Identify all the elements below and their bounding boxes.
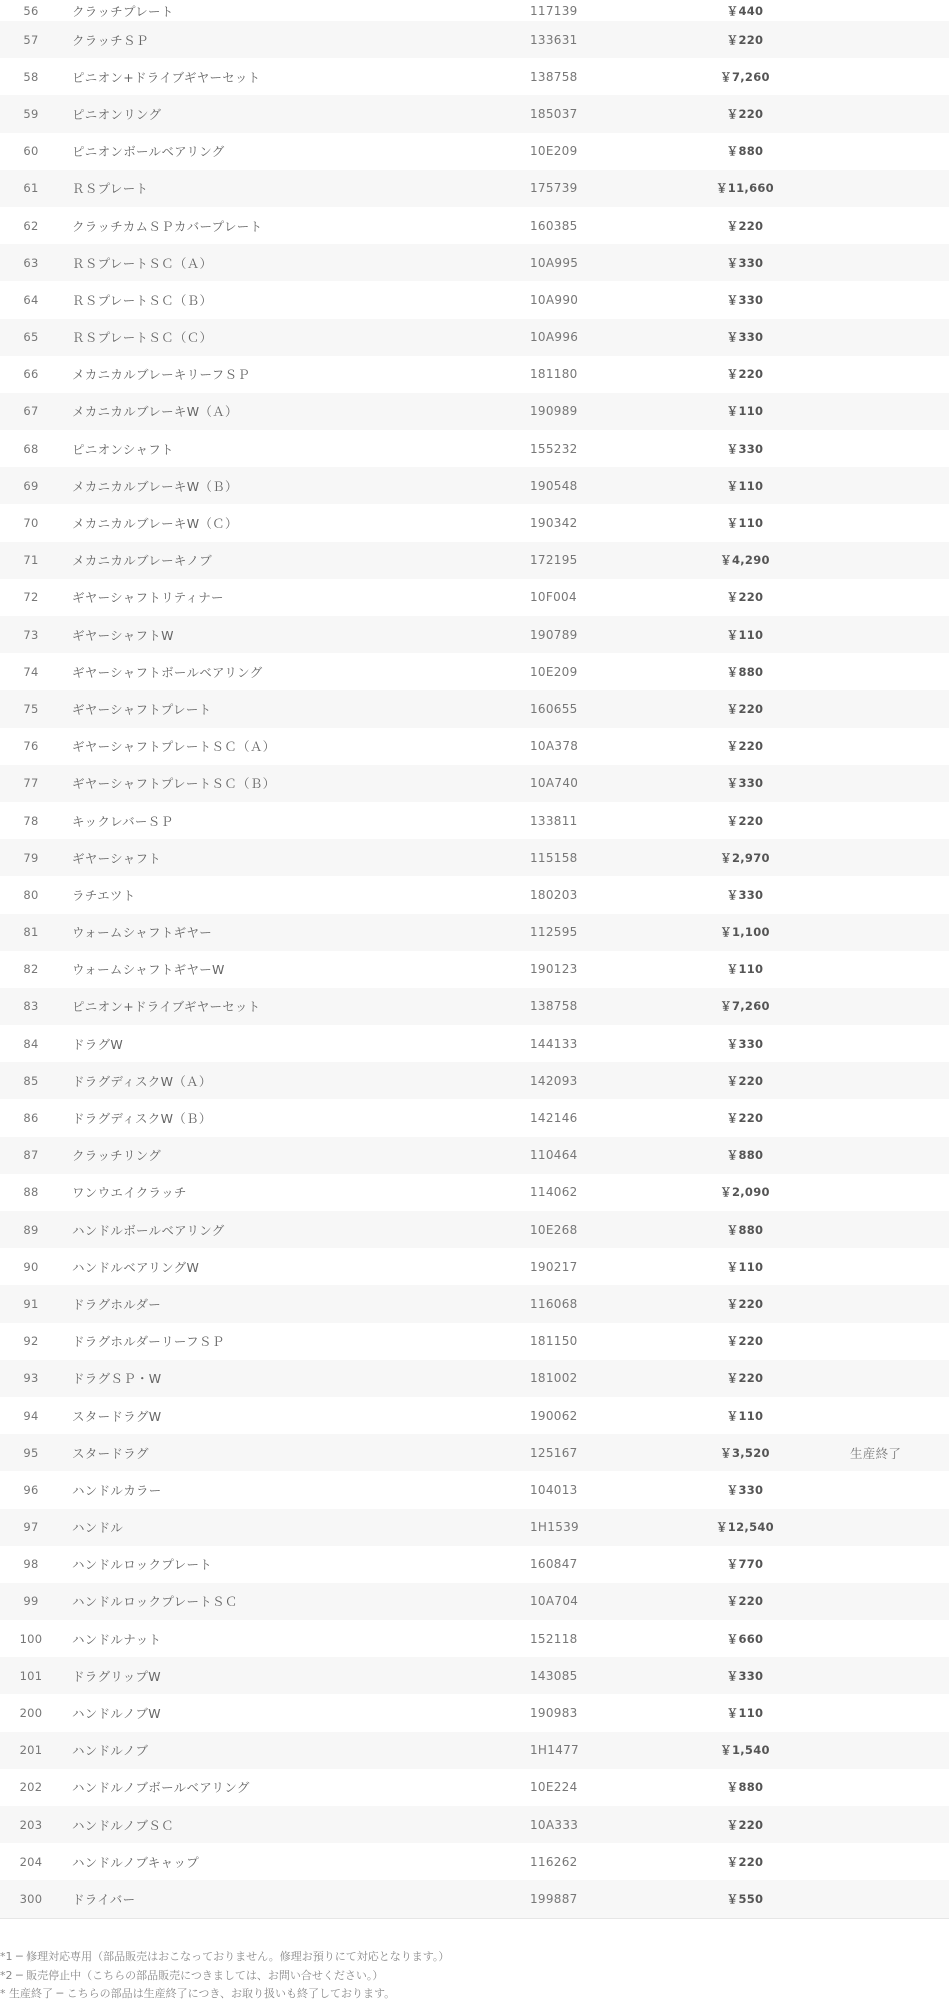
part-code: 138758 <box>530 69 578 84</box>
part-name: ハンドルベアリングW <box>72 1259 200 1275</box>
part-price: ￥220 <box>726 218 764 233</box>
part-number: 98 <box>23 1557 39 1572</box>
part-name: ギヤーシャフトプレート <box>72 701 212 717</box>
part-name: ピニオン+ドライブギヤーセット <box>72 69 261 85</box>
part-name: スタードラグ <box>72 1445 149 1461</box>
part-price: ￥220 <box>726 813 764 828</box>
part-price: ￥3,520 <box>720 1445 770 1460</box>
table-row <box>0 765 949 802</box>
part-code: 185037 <box>530 106 578 121</box>
part-name: ギヤーシャフト <box>72 850 162 866</box>
part-price: ￥330 <box>726 1668 764 1683</box>
part-number: 92 <box>23 1334 39 1349</box>
part-price: ￥110 <box>726 1259 764 1274</box>
table-row <box>0 170 949 207</box>
table-row <box>0 393 949 430</box>
part-number: 76 <box>23 739 39 754</box>
part-code: 117139 <box>530 3 578 18</box>
part-price: ￥220 <box>726 367 764 382</box>
part-number: 77 <box>23 776 39 791</box>
part-price: ￥660 <box>726 1631 764 1646</box>
part-code: 104013 <box>530 1482 578 1497</box>
part-code: 160847 <box>530 1557 578 1572</box>
part-name: ピニオンシャフト <box>72 441 174 457</box>
part-name: ドラグディスクW（Ａ） <box>72 1073 212 1089</box>
part-name: ドラグホルダー <box>72 1296 162 1312</box>
part-number: 203 <box>19 1817 43 1832</box>
part-price: ￥220 <box>726 32 764 47</box>
part-code: 138758 <box>530 999 578 1014</box>
table-row <box>0 1062 949 1099</box>
part-number: 72 <box>23 590 39 605</box>
part-code: 10A996 <box>530 330 579 345</box>
part-code: 143085 <box>530 1668 578 1683</box>
part-name: ギヤーシャフトリティナー <box>72 590 224 606</box>
part-code: 152118 <box>530 1631 578 1646</box>
part-code: 142093 <box>530 1073 578 1088</box>
table-row <box>0 1099 949 1136</box>
part-number: 79 <box>23 850 39 865</box>
part-number: 81 <box>23 925 39 940</box>
part-code: 190062 <box>530 1408 578 1423</box>
part-code: 133631 <box>530 32 578 47</box>
part-name: クラッチリング <box>72 1148 162 1164</box>
footnote-discontinued: * 生産終了 ─ こちらの部品は生産終了につき、お取り扱いも終了しております。 <box>0 1987 396 2000</box>
part-name: ドラグリップW <box>72 1668 161 1684</box>
part-name: クラッチプレート <box>72 3 174 19</box>
part-code: 190548 <box>530 478 578 493</box>
part-note: 生産終了 <box>850 1445 902 1461</box>
part-code: 1H1539 <box>530 1520 579 1535</box>
part-price: ￥880 <box>726 1148 764 1163</box>
part-code: 190789 <box>530 627 578 642</box>
part-price: ￥330 <box>726 330 764 345</box>
part-name: ギヤーシャフトプレートＳＣ（Ａ） <box>72 739 276 755</box>
part-name: ギヤーシャフトW <box>72 627 174 643</box>
table-row <box>0 356 949 393</box>
part-price: ￥11,660 <box>716 181 774 196</box>
part-number: 74 <box>23 664 39 679</box>
part-code: 10E209 <box>530 664 578 679</box>
part-code: 181002 <box>530 1371 578 1386</box>
table-row <box>0 1471 949 1508</box>
part-code: 10A990 <box>530 292 579 307</box>
part-code: 1H1477 <box>530 1743 579 1758</box>
table-row <box>0 0 949 21</box>
part-code: 10F004 <box>530 590 577 605</box>
part-code: 112595 <box>530 925 578 940</box>
part-name: メカニカルブレーキW（Ａ） <box>72 404 238 420</box>
part-price: ￥220 <box>726 590 764 605</box>
part-price: ￥330 <box>726 1036 764 1051</box>
part-code: 160385 <box>530 218 578 233</box>
part-code: 116262 <box>530 1854 578 1869</box>
table-row <box>0 1360 949 1397</box>
table-row <box>0 988 949 1025</box>
part-number: 91 <box>23 1296 39 1311</box>
part-price: ￥110 <box>726 962 764 977</box>
part-name: キックレバーＳＰ <box>72 813 174 829</box>
part-name: ドラグＳＰ・W <box>72 1371 162 1387</box>
part-price: ￥220 <box>726 1334 764 1349</box>
part-price: ￥220 <box>726 1111 764 1126</box>
table-row <box>0 281 949 318</box>
part-name: ウォームシャフトギヤーW <box>72 962 225 978</box>
part-name: ハンドルノブW <box>72 1706 161 1722</box>
part-name: ハンドルノブＳＣ <box>72 1817 174 1833</box>
table-row <box>0 1248 949 1285</box>
part-name: クラッチカムＳＰカバープレート <box>72 218 263 234</box>
table-row <box>0 1620 949 1657</box>
part-price: ￥220 <box>726 1073 764 1088</box>
table-row <box>0 1174 949 1211</box>
part-name: ハンドルロックプレート <box>72 1557 213 1573</box>
part-name: ハンドルノブボールベアリング <box>72 1780 250 1796</box>
part-price: ￥330 <box>726 255 764 270</box>
part-code: 10E224 <box>530 1780 578 1795</box>
part-code: 115158 <box>530 850 578 865</box>
part-price: ￥550 <box>726 1891 764 1906</box>
table-row <box>0 1434 949 1471</box>
part-number: 70 <box>23 516 39 531</box>
part-code: 10A378 <box>530 739 579 754</box>
part-price: ￥220 <box>726 106 764 121</box>
table-row <box>0 1397 949 1434</box>
table-row <box>0 616 949 653</box>
part-code: 10A995 <box>530 255 579 270</box>
part-price: ￥110 <box>726 1408 764 1423</box>
part-price: ￥1,100 <box>720 925 770 940</box>
part-price: ￥220 <box>726 701 764 716</box>
table-row <box>0 876 949 913</box>
part-number: 88 <box>23 1185 39 1200</box>
part-code: 190217 <box>530 1259 578 1274</box>
part-number: 94 <box>23 1408 39 1423</box>
table-row <box>0 1323 949 1360</box>
part-code: 10E268 <box>530 1222 578 1237</box>
part-price: ￥7,260 <box>720 69 770 84</box>
part-code: 181150 <box>530 1334 578 1349</box>
part-price: ￥880 <box>726 664 764 679</box>
part-number: 62 <box>23 218 39 233</box>
part-number: 83 <box>23 999 39 1014</box>
part-price: ￥110 <box>726 516 764 531</box>
part-number: 85 <box>23 1073 39 1088</box>
table-row <box>0 1657 949 1694</box>
part-number: 93 <box>23 1371 39 1386</box>
part-name: ハンドルロックプレートＳＣ <box>72 1594 238 1610</box>
part-code: 199887 <box>530 1891 578 1906</box>
part-price: ￥220 <box>726 1371 764 1386</box>
part-number: 56 <box>23 3 39 18</box>
part-code: 10E209 <box>530 144 578 159</box>
part-number: 99 <box>23 1594 39 1609</box>
table-row <box>0 58 949 95</box>
part-number: 80 <box>23 887 39 902</box>
part-code: 125167 <box>530 1445 578 1460</box>
part-name: ドラグホルダーリーフＳＰ <box>72 1334 225 1350</box>
table-row <box>0 579 949 616</box>
part-number: 204 <box>19 1854 43 1869</box>
part-name: ドラグW <box>72 1036 124 1052</box>
table-row <box>0 21 949 58</box>
table-row <box>0 1509 949 1546</box>
table-row <box>0 319 949 356</box>
part-code: 190983 <box>530 1706 578 1721</box>
table-row <box>0 1806 949 1843</box>
table-row <box>0 1583 949 1620</box>
table-row <box>0 914 949 951</box>
part-name: ハンドルカラー <box>72 1482 162 1498</box>
part-number: 71 <box>23 553 39 568</box>
table-row <box>0 1546 949 1583</box>
footnote-repair-only: *1 ─ 修理対応専用（部品販売はおこなっておりません。修理お預りにて対応となります。） <box>0 1950 450 1963</box>
part-name: ピニオン+ドライブギヤーセット <box>72 999 261 1015</box>
part-code: 190342 <box>530 516 578 531</box>
part-name: ハンドルナット <box>72 1631 162 1647</box>
table-row <box>0 430 949 467</box>
part-price: ￥440 <box>726 3 764 18</box>
part-code: 133811 <box>530 813 578 828</box>
part-price: ￥880 <box>726 1780 764 1795</box>
part-price: ￥220 <box>726 1594 764 1609</box>
part-name: ＲＳプレートＳＣ（Ｂ） <box>72 292 213 308</box>
part-number: 100 <box>19 1631 43 1646</box>
part-price: ￥2,970 <box>720 850 770 865</box>
part-number: 75 <box>23 701 39 716</box>
part-code: 175739 <box>530 181 578 196</box>
part-price: ￥330 <box>726 776 764 791</box>
part-number: 61 <box>23 181 39 196</box>
part-name: ハンドルボールベアリング <box>72 1222 225 1238</box>
part-number: 78 <box>23 813 39 828</box>
part-name: ギヤーシャフトプレートＳＣ（Ｂ） <box>72 776 276 792</box>
part-code: 155232 <box>530 441 578 456</box>
part-price: ￥110 <box>726 1706 764 1721</box>
table-row <box>0 1769 949 1806</box>
part-number: 60 <box>23 144 39 159</box>
part-price: ￥220 <box>726 1296 764 1311</box>
part-price: ￥330 <box>726 1482 764 1497</box>
part-price: ￥12,540 <box>716 1520 774 1535</box>
table-row <box>0 1880 949 1918</box>
table-row <box>0 504 949 541</box>
table-row <box>0 802 949 839</box>
table-row <box>0 951 949 988</box>
part-code: 181180 <box>530 367 578 382</box>
part-price: ￥110 <box>726 627 764 642</box>
part-name: ピニオンリング <box>72 106 162 122</box>
table-row <box>0 467 949 504</box>
part-price: ￥770 <box>726 1557 764 1572</box>
table-row <box>0 1285 949 1322</box>
table-row <box>0 690 949 727</box>
part-price: ￥110 <box>726 404 764 419</box>
part-number: 87 <box>23 1148 39 1163</box>
part-name: ワンウエイクラッチ <box>72 1185 187 1201</box>
part-price: ￥110 <box>726 478 764 493</box>
part-code: 116068 <box>530 1296 578 1311</box>
part-name: ドライバー <box>72 1891 136 1907</box>
part-name: メカニカルブレーキリーフＳＰ <box>72 367 251 383</box>
part-code: 190123 <box>530 962 578 977</box>
part-code: 10A704 <box>530 1594 579 1609</box>
part-number: 63 <box>23 255 39 270</box>
part-code: 172195 <box>530 553 578 568</box>
part-price: ￥4,290 <box>720 553 770 568</box>
part-code: 10A333 <box>530 1817 579 1832</box>
part-number: 86 <box>23 1111 39 1126</box>
part-number: 95 <box>23 1445 39 1460</box>
table-row <box>0 839 949 876</box>
part-price: ￥330 <box>726 887 764 902</box>
table-row <box>0 133 949 170</box>
part-price: ￥330 <box>726 292 764 307</box>
part-name: クラッチＳＰ <box>72 32 149 48</box>
part-price: ￥880 <box>726 144 764 159</box>
part-number: 97 <box>23 1520 39 1535</box>
table-row <box>0 728 949 765</box>
part-number: 59 <box>23 106 39 121</box>
part-number: 66 <box>23 367 39 382</box>
table-row <box>0 1843 949 1880</box>
part-price: ￥220 <box>726 1854 764 1869</box>
part-price: ￥1,540 <box>720 1743 770 1758</box>
part-number: 65 <box>23 330 39 345</box>
part-number: 58 <box>23 69 39 84</box>
part-code: 114062 <box>530 1185 578 1200</box>
part-number: 300 <box>19 1891 43 1906</box>
part-name: ギヤーシャフトボールベアリング <box>72 664 263 680</box>
part-code: 160655 <box>530 701 578 716</box>
part-code: 144133 <box>530 1036 578 1051</box>
table-row <box>0 1211 949 1248</box>
part-name: ハンドルノブキャップ <box>72 1854 200 1870</box>
part-code: 110464 <box>530 1148 578 1163</box>
table-row <box>0 207 949 244</box>
table-row <box>0 1694 949 1731</box>
part-price: ￥7,260 <box>720 999 770 1014</box>
part-code: 10A740 <box>530 776 579 791</box>
part-number: 201 <box>19 1743 43 1758</box>
part-number: 101 <box>19 1668 43 1683</box>
table-row <box>0 244 949 281</box>
part-name: ハンドル <box>72 1520 124 1536</box>
part-name: ピニオンボールベアリング <box>72 144 225 160</box>
part-name: メカニカルブレーキW（Ｂ） <box>72 478 238 494</box>
part-price: ￥2,090 <box>720 1185 770 1200</box>
part-number: 200 <box>19 1706 43 1721</box>
part-number: 68 <box>23 441 39 456</box>
table-row <box>0 1732 949 1769</box>
part-price: ￥880 <box>726 1222 764 1237</box>
table-row <box>0 542 949 579</box>
part-name: ウォームシャフトギヤー <box>72 925 213 941</box>
part-name: ＲＳプレートＳＣ（Ｃ） <box>72 330 213 346</box>
footnote-sales-suspended: *2 ─ 販売停止中（こちらの部品販売につきましては、お問い合せください。） <box>0 1968 384 1982</box>
part-number: 96 <box>23 1482 39 1497</box>
part-code: 190989 <box>530 404 578 419</box>
part-price: ￥330 <box>726 441 764 456</box>
table-row <box>0 1137 949 1174</box>
part-name: メカニカルブレーキW（Ｃ） <box>72 516 238 532</box>
part-name: ＲＳプレート <box>72 181 149 197</box>
part-name: ドラグディスクW（Ｂ） <box>72 1111 212 1127</box>
table-row <box>0 1025 949 1062</box>
part-number: 64 <box>23 292 39 307</box>
part-price: ￥220 <box>726 739 764 754</box>
table-row <box>0 653 949 690</box>
part-name: ラチエツト <box>72 887 136 903</box>
part-number: 69 <box>23 478 39 493</box>
part-name: スタードラグW <box>72 1408 162 1424</box>
part-code: 142146 <box>530 1111 578 1126</box>
part-number: 57 <box>23 32 39 47</box>
part-price: ￥220 <box>726 1817 764 1832</box>
table-row <box>0 95 949 132</box>
part-number: 67 <box>23 404 39 419</box>
part-number: 84 <box>23 1036 39 1051</box>
part-number: 89 <box>23 1222 39 1237</box>
part-name: ハンドルノブ <box>72 1743 149 1759</box>
part-name: メカニカルブレーキノブ <box>72 553 213 569</box>
part-code: 180203 <box>530 887 578 902</box>
part-number: 90 <box>23 1259 39 1274</box>
footnotes <box>0 1948 449 2004</box>
part-number: 73 <box>23 627 39 642</box>
part-name: ＲＳプレートＳＣ（Ａ） <box>72 255 213 271</box>
part-number: 82 <box>23 962 39 977</box>
part-number: 202 <box>19 1780 43 1795</box>
